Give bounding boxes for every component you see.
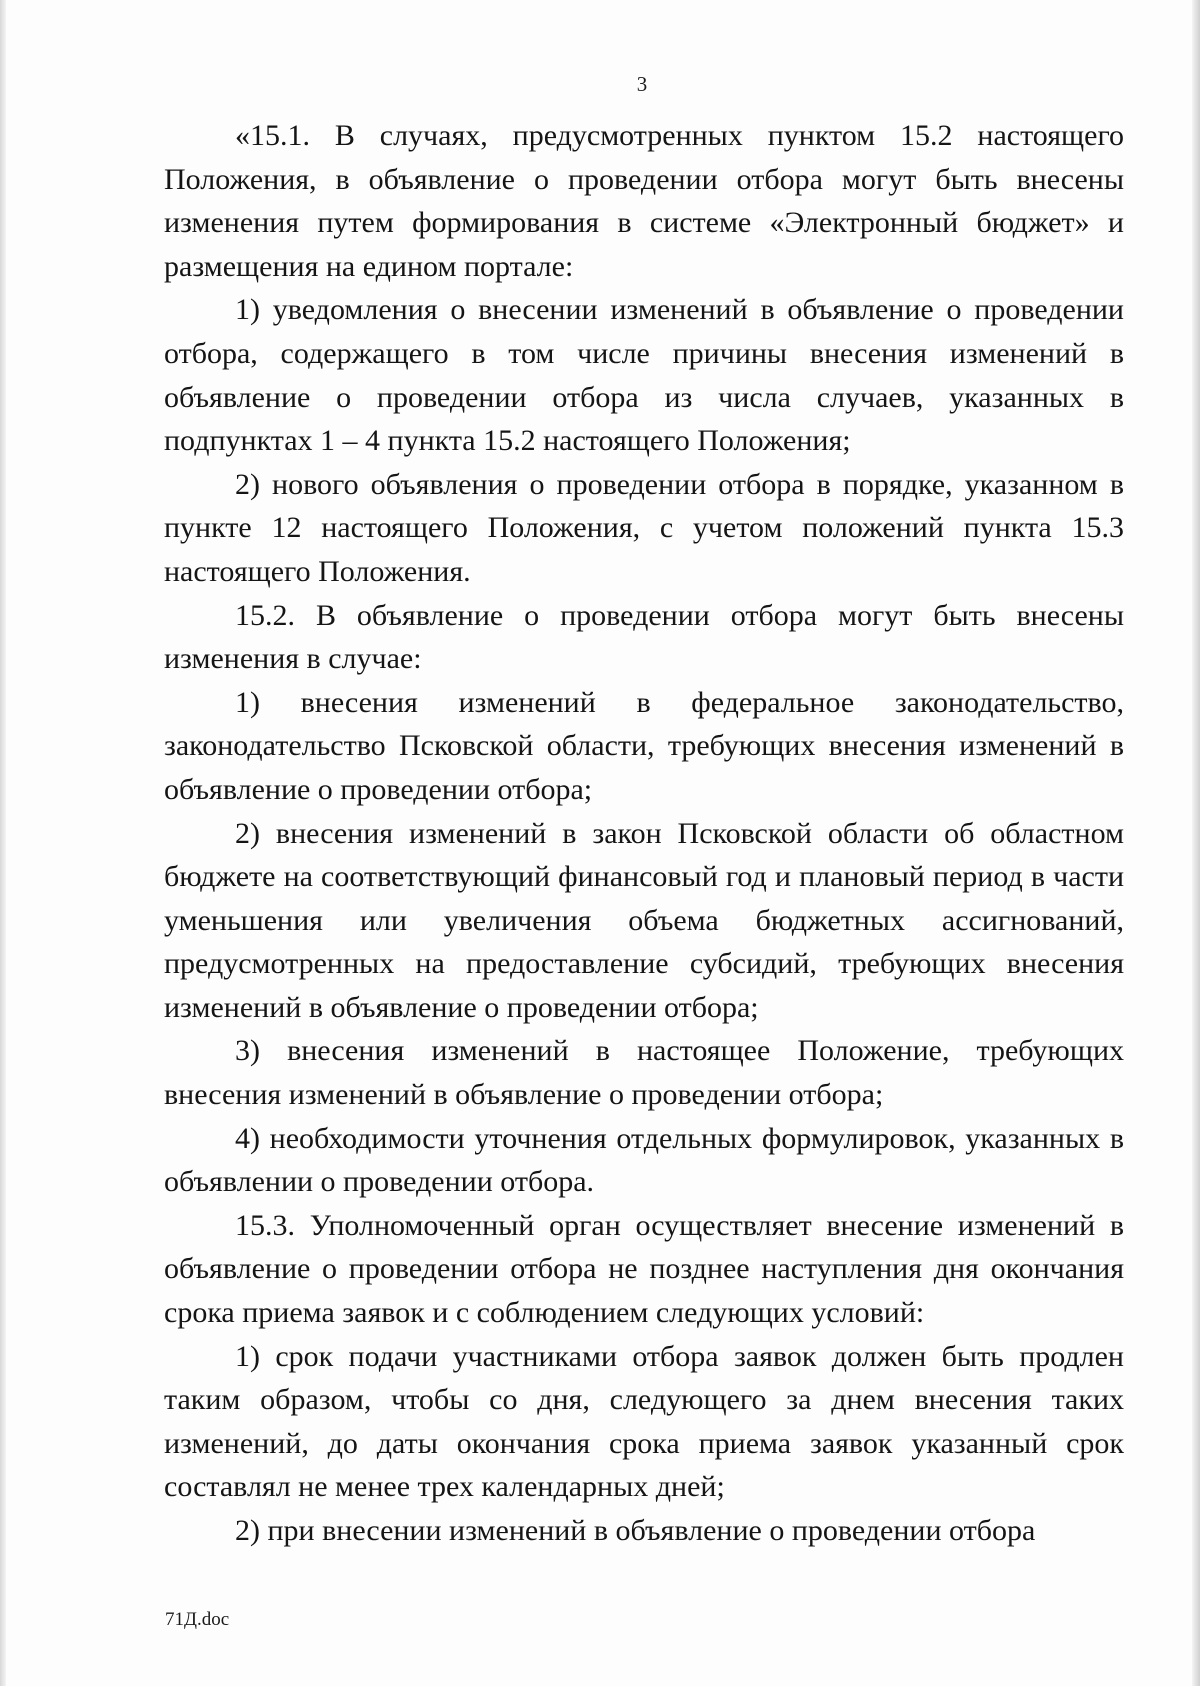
scan-edge-left [0, 0, 6, 1686]
document-body [164, 114, 1124, 1553]
page-number: 3 [636, 72, 648, 96]
paragraph-15-2: 15.2. В объявление о проведении отбора могут быть внесены изменения в случае: [164, 598, 1124, 676]
paragraph-15-3-item-1: 1) срок подачи участниками отбора заявок должен быть продлен таким образом, чтобы со дня, следующего за днем внесения таких изменений, до даты окончания срока приема заявок указанный срок составлял не менее трех календарных дней; [164, 1339, 1124, 1504]
paragraph-15-3-item-2: 2) при внесении изменений в объявление о проведении отбора [235, 1514, 1036, 1547]
scan-edge-right [1192, 0, 1200, 1686]
paragraph-15-2-item-4: 4) необходимости уточнения отдельных формулировок, указанных в объявлении о проведении отбора. [164, 1121, 1124, 1199]
paragraph-15-1-item-2: 2) нового объявления о проведении отбора в порядке, указанном в пункте 12 настоящего Положения, с учетом положений пункта 15.3 настоящего Положения. [164, 467, 1124, 588]
paragraph-15-1: «15.1. В случаях, предусмотренных пунктом 15.2 настоящего Положения, в объявление о проведении отбора могут быть внесены изменения путем формирования в системе «Электронный бюджет» и размещения на едином портале: [164, 119, 1124, 283]
paragraph-15-2-item-1: 1) внесения изменений в федеральное законодательство, законодательство Псковской области, требующих внесения изменений в объявление о проведении отбора; [164, 685, 1124, 806]
paragraph-15-2-item-3: 3) внесения изменений в настоящее Положение, требующих внесения изменений в объявление о проведении отбора; [164, 1034, 1124, 1112]
paragraph-15-1-item-1: 1) уведомления о внесении изменений в объявление о проведении отбора, содержащего в том числе причины внесения изменений в объявление о проведении отбора из числа случаев, указанных в подпунктах 1 – 4 пункта 15.2 настоящего Положения; [164, 293, 1124, 458]
paragraph-15-2-item-2: 2) внесения изменений в закон Псковской области об областном бюджете на соответствующий финансовый год и плановый период в части уменьшения или увеличения объема бюджетных ассигнований, предусмотренных на предоставление субсидий, требующих внесения изменений в объявление о проведении отбора; [164, 816, 1124, 1024]
footer-filename: 71Д.doc [165, 1609, 230, 1630]
paragraph-15-3: 15.3. Уполномоченный орган осуществляет внесение изменений в объявление о проведении отбора не позднее наступления дня окончания срока приема заявок и с соблюдением следующих условий: [164, 1208, 1124, 1330]
